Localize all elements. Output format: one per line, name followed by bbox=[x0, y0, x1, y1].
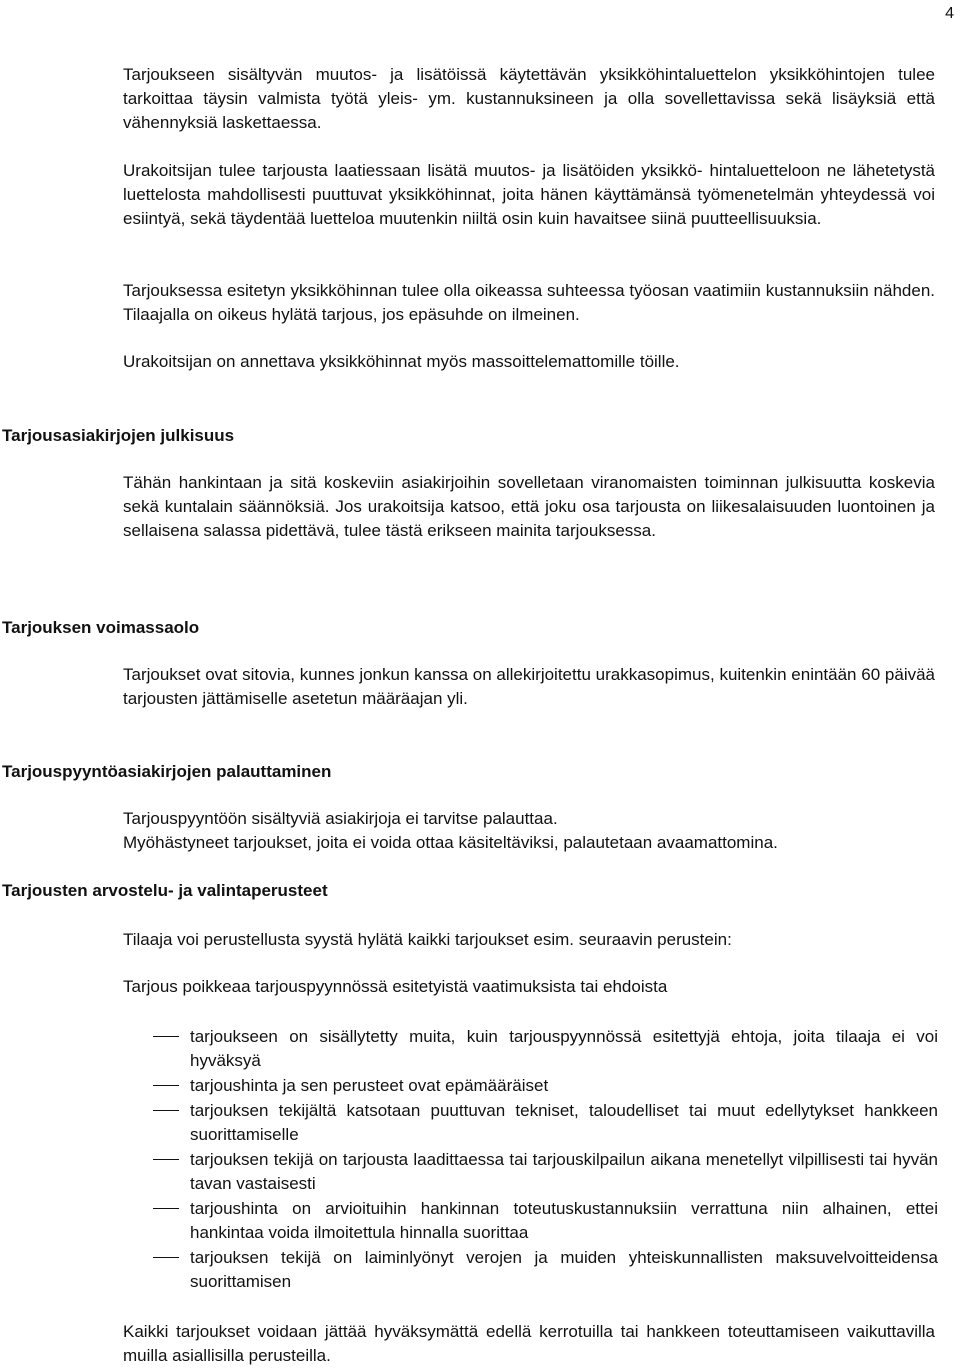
page-number: 4 bbox=[945, 5, 954, 22]
list-item-text: tarjouksen tekijä on tarjousta laadittaessa tai tarjouskilpailun aikana menetellyt vilpillisesti tai hyvän tavan vastaisesti bbox=[190, 1150, 938, 1193]
list-item bbox=[123, 1148, 938, 1196]
list-item-text: tarjouksen tekijältä katsotaan puuttuvan tekniset, taloudelliset tai muut edellytykset hankkeen suorittamiselle bbox=[190, 1101, 938, 1144]
intro-paragraph-2: Urakoitsijan tulee tarjousta laatiessaan lisätä muutos- ja lisätöiden yksikkö- hintaluetteloon ne lähetetystä luettelosta mahdollisesti puuttuvat yksikköhinnat, joita hänen käyttämänsä työmenetelmän yhteydessä voi esiintyä, sekä täydentää luetteloa muutenkin niiltä osin kuin havaitsee siinä puutteellisuuksia. bbox=[123, 161, 935, 228]
list-item-text: tarjoushinta ja sen perusteet ovat epämääräiset bbox=[190, 1076, 549, 1095]
section-heading-palauttaminen: Tarjouspyyntöasiakirjojen palauttaminen bbox=[2, 762, 332, 781]
section-arvostelu-closing: Kaikki tarjoukset voidaan jättää hyväksymättä edellä kerrotuilla tai hankkeen toteuttamiseen vaikuttavilla muilla asiallisilla perusteilla. bbox=[123, 1322, 935, 1365]
section-body-palauttaminen-line-2: Myöhästyneet tarjoukset, joita ei voida ottaa käsiteltäviksi, palautetaan avaamattomina. bbox=[123, 833, 778, 852]
dash-bullet bbox=[153, 1208, 179, 1209]
dash-bullet bbox=[153, 1110, 179, 1111]
section-heading-voimassaolo: Tarjouksen voimassaolo bbox=[2, 618, 200, 637]
section-body-julkisuus: Tähän hankintaan ja sitä koskeviin asiakirjoihin sovelletaan viranomaisten toiminnan julkisuutta koskevia sekä kuntalain säännöksiä. Jos urakoitsija katsoo, että joku osa tarjousta on liikesalaisuuden luontoinen ja sellaisena salassa pidettävä, tulee tästä erikseen mainita tarjouksessa. bbox=[123, 473, 935, 540]
section-heading-julkisuus: Tarjousasiakirjojen julkisuus bbox=[2, 426, 235, 445]
dash-bullet bbox=[153, 1036, 179, 1037]
list-item bbox=[123, 1099, 938, 1147]
list-item bbox=[123, 1197, 938, 1245]
list-item-text: tarjouksen tekijä on laiminlyönyt verojen ja muiden yhteiskunnallisten maksuvelvoitteidensa suorittamisen bbox=[190, 1248, 938, 1291]
dash-bullet bbox=[153, 1159, 179, 1160]
list-item bbox=[123, 1025, 938, 1073]
intro-paragraph-1: Tarjoukseen sisältyvän muutos- ja lisätöissä käytettävän yksikköhintaluettelon yksikköhintojen tulee tarkoittaa täysin valmista työtä yleis- ym. kustannuksineen ja olla sovellettavissa sekä lisäyksiä että vähennyksiä laskettaessa. bbox=[123, 65, 935, 132]
intro-paragraph-4: Urakoitsijan on annettava yksikköhinnat myös massoittelemattomille töille. bbox=[123, 352, 680, 371]
list-item-text: tarjoushinta on arvioituihin hankinnan toteutuskustannuksiin verrattuna niin alhainen, ettei hankintaa voida ilmoitettula hinnalla suorittaa bbox=[190, 1199, 938, 1242]
section-heading-arvostelu: Tarjousten arvostelu- ja valintaperusteet bbox=[2, 881, 328, 900]
list-item bbox=[123, 1074, 938, 1098]
section-arvostelu-intro: Tilaaja voi perustellusta syystä hylätä kaikki tarjoukset esim. seuraavin perustein: bbox=[123, 930, 732, 949]
section-body-voimassaolo: Tarjoukset ovat sitovia, kunnes jonkun kanssa on allekirjoitettu urakkasopimus, kuitenkin enintään 60 päivää tarjousten jättämiselle asetetun määräajan yli. bbox=[123, 665, 935, 708]
section-arvostelu-lead: Tarjous poikkeaa tarjouspyynnössä esitetyistä vaatimuksista tai ehdoista bbox=[123, 977, 668, 996]
dash-bullet bbox=[153, 1085, 179, 1086]
list-item-text: tarjoukseen on sisällytetty muita, kuin tarjouspyynnössä esitettyjä ehtoja, joita tilaaja ei voi hyväksyä bbox=[190, 1027, 938, 1070]
criteria-list bbox=[123, 1025, 938, 1295]
list-item bbox=[123, 1246, 938, 1294]
section-body-palauttaminen-line-1: Tarjouspyyntöön sisältyviä asiakirjoja ei tarvitse palauttaa. bbox=[123, 809, 558, 828]
intro-paragraph-3: Tarjouksessa esitetyn yksikköhinnan tulee olla oikeassa suhteessa työosan vaatimiin kustannuksiin nähden. Tilaajalla on oikeus hylätä tarjous, jos epäsuhde on ilmeinen. bbox=[123, 281, 935, 324]
dash-bullet bbox=[153, 1257, 179, 1258]
